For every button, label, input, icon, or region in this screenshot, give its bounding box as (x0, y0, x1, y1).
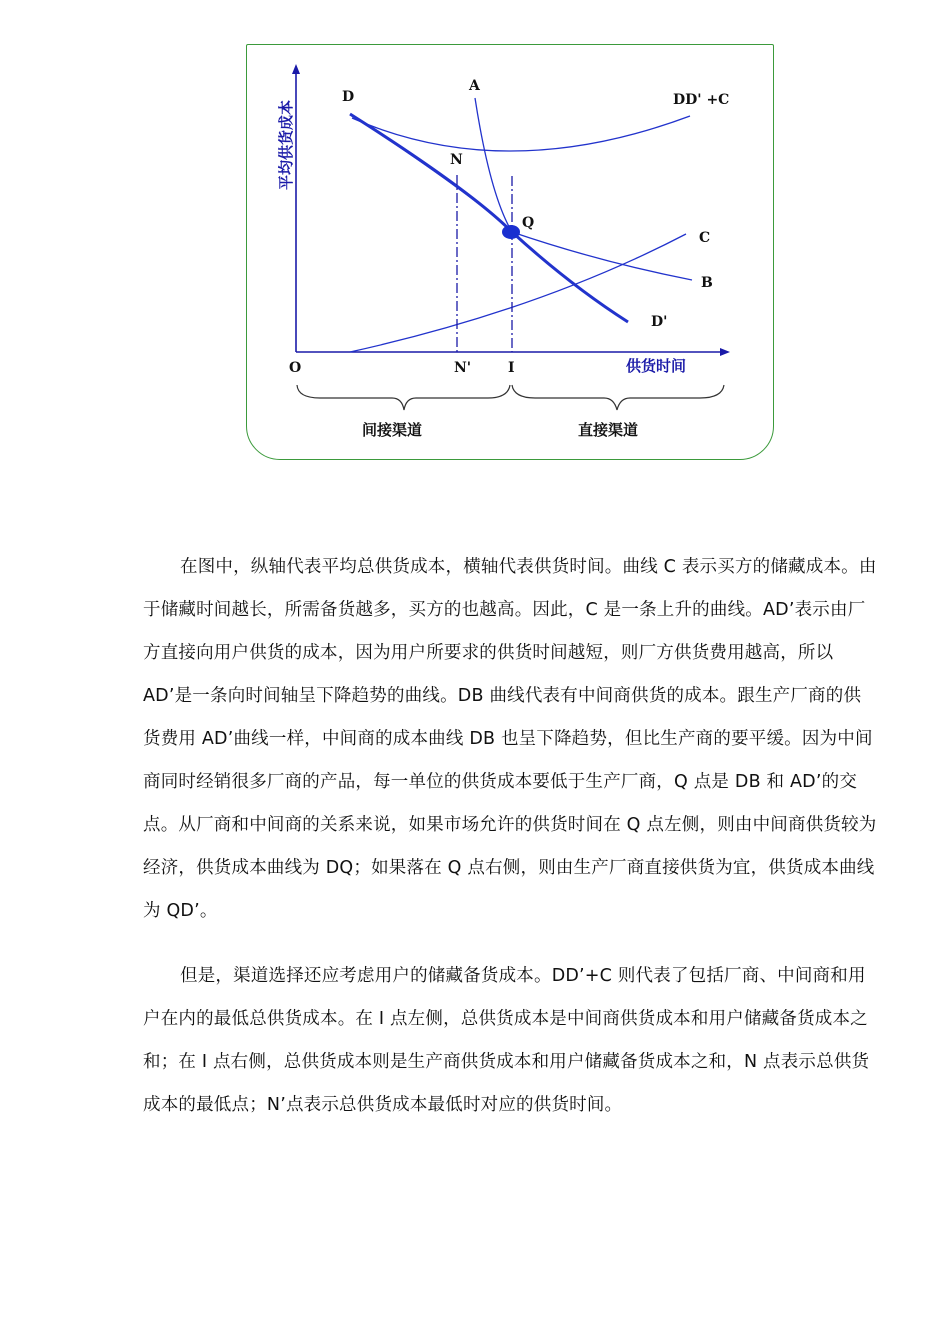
y-axis-arrow-icon (292, 64, 300, 74)
curve-ad-prime (475, 98, 512, 232)
x-axis-label: 供货时间 (626, 357, 687, 375)
tick-n-label: N' (454, 360, 472, 376)
label-a: A (469, 78, 480, 94)
x-axis-arrow-icon (720, 348, 730, 356)
supply-cost-diagram (0, 0, 950, 470)
curve-dqd-prime (350, 114, 628, 322)
origin-label: O (289, 360, 302, 376)
brace-indirect (297, 385, 510, 410)
label-d-prime: D' (651, 314, 668, 330)
label-dd-c: DD' +C (673, 92, 730, 108)
curve-dd-c (352, 116, 690, 151)
region-indirect-label: 间接渠道 (362, 421, 423, 439)
tick-i-label: I (508, 360, 515, 376)
label-q: Q (522, 215, 535, 231)
y-axis-label: 平均供货成本 (277, 99, 295, 190)
curve-c (350, 234, 686, 352)
label-d: D (342, 89, 355, 105)
label-c: C (699, 230, 711, 246)
point-q-marker (502, 225, 520, 239)
paragraph-explanation: 在图中，纵轴代表平均总供货成本，横轴代表供货时间。曲线 C 表示买方的储藏成本。由于储藏时间越长，所需备货越多，买方的也越高。因此，C 是一条上升的曲线。AD’表示由厂方直接向用户供货的成本，因为用户所要求的供货时间越短，则厂方供货费用越高，所以 AD’是一条向时间轴呈下降趋势的曲线。DB 曲线代表有中间商供货的成本。跟生产厂商的供货费用 AD’曲线一样，中间商的成本曲线 DB 也呈下降趋势，但比生产商的要平缓。因为中间商同时经销很多厂商的产品，每一单位的供货成本要低于生产厂商，Q 点是 DB 和 AD’的交点。从厂商和中间商的关系来说，如果市场允许的供货时间在 Q 点左侧，则由中间商供货较为经济，供货成本曲线为 DQ；如果落在 Q 点右侧，则由生产厂商直接供货为宜，供货成本曲线为 QD’。 (143, 557, 877, 921)
brace-direct (512, 385, 724, 410)
region-direct-label: 直接渠道 (578, 421, 639, 439)
label-n: N (450, 152, 463, 168)
curve-db (352, 115, 692, 280)
paragraph-total-cost: 但是，渠道选择还应考虑用户的储藏备货成本。DD’+C 则代表了包括厂商、中间商和用户在内的最低总供货成本。在 I 点左侧，总供货成本是中间商供货成本和用户储藏备货成本之和；在 I 点右侧，总供货成本则是生产商供货成本和用户储藏备货成本之和，N 点表示总供货成本的最低点；N’点表示总供货成本最低时对应的供货时间。 (143, 966, 870, 1115)
label-b: B (701, 275, 713, 291)
